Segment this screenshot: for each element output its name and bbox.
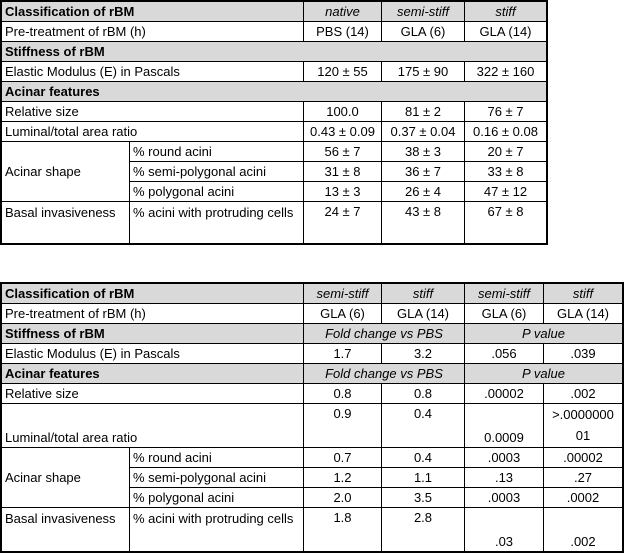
pretreatment-row (2, 22, 547, 42)
cell: GLA (14) (544, 304, 623, 324)
row-label: % polygonal acini (130, 488, 304, 508)
section-title: Stiffness of rBM (2, 324, 304, 344)
group-label: Basal invasiveness (2, 202, 130, 244)
cell: 1.7 (304, 344, 382, 364)
section-row (2, 82, 547, 102)
cell: 1.1 (382, 468, 465, 488)
cell: .0002 (544, 488, 623, 508)
cell: GLA (6) (304, 304, 382, 324)
row-label: % polygonal acini (130, 182, 304, 202)
relsize-row (2, 102, 547, 122)
cell: 67 ± 8 (465, 202, 547, 244)
row-label: Luminal/total area ratio (2, 122, 304, 142)
cell: 175 ± 90 (382, 62, 465, 82)
cell: .0003 (465, 488, 544, 508)
col-stiff: stiff (382, 284, 465, 304)
cell: 76 ± 7 (465, 102, 547, 122)
row-label: Luminal/total area ratio (2, 404, 304, 448)
p-value-header: P value (465, 364, 623, 384)
col-semi-stiff: semi-stiff (304, 284, 382, 304)
cell: GLA (6) (382, 22, 465, 42)
section-title: Acinar features (2, 82, 547, 102)
row-label: % acini with protruding cells (130, 202, 304, 244)
cell: .002 (544, 384, 623, 404)
cell: GLA (14) (465, 22, 547, 42)
cell: 26 ± 4 (382, 182, 465, 202)
col-stiff: stiff (544, 284, 623, 304)
row-label: % semi-polygonal acini (130, 162, 304, 182)
cell: >.0000000 01 (544, 404, 623, 448)
col-semi-stiff: semi-stiff (465, 284, 544, 304)
header-label: Classification of rBM (2, 2, 304, 22)
fold-change-header: Fold change vs PBS (304, 324, 465, 344)
cell: 100.0 (304, 102, 382, 122)
basal-row (2, 508, 623, 552)
row-label: % acini with protruding cells (130, 508, 304, 552)
row-label: Relative size (2, 384, 304, 404)
cell: 31 ± 8 (304, 162, 382, 182)
pretreatment-row (2, 304, 623, 324)
group-label: Acinar shape (2, 142, 130, 202)
cell: 36 ± 7 (382, 162, 465, 182)
cell: .0003 (465, 448, 544, 468)
cell: 43 ± 8 (382, 202, 465, 244)
header-row (2, 284, 623, 304)
stiffness-table (1, 1, 547, 244)
col-native: native (304, 2, 382, 22)
cell: 3.5 (382, 488, 465, 508)
row-label: Relative size (2, 102, 304, 122)
cell: 322 ± 160 (465, 62, 547, 82)
row-label: % round acini (130, 448, 304, 468)
row-label: Pre-treatment of rBM (h) (2, 22, 304, 42)
p-value-header: P value (465, 324, 623, 344)
group-label: Basal invasiveness (2, 508, 130, 552)
cell: 81 ± 2 (382, 102, 465, 122)
elastic-row (2, 344, 623, 364)
cell: 0.4 (382, 404, 465, 448)
cell: 33 ± 8 (465, 162, 547, 182)
col-semi-stiff: semi-stiff (382, 2, 465, 22)
header-label: Classification of rBM (2, 284, 304, 304)
cell: 120 ± 55 (304, 62, 382, 82)
header-row (2, 2, 547, 22)
cell: 0.8 (382, 384, 465, 404)
row-label: Elastic Modulus (E) in Pascals (2, 344, 304, 364)
cell: 0.8 (304, 384, 382, 404)
group-label: Acinar shape (2, 448, 130, 508)
section-title: Stiffness of rBM (2, 42, 547, 62)
cell: 0.9 (304, 404, 382, 448)
row-label: Elastic Modulus (E) in Pascals (2, 62, 304, 82)
cell: 38 ± 3 (382, 142, 465, 162)
cell: 20 ± 7 (465, 142, 547, 162)
cell: 56 ± 7 (304, 142, 382, 162)
cell: 0.16 ± 0.08 (465, 122, 547, 142)
cell: .03 (465, 508, 544, 552)
cell: 13 ± 3 (304, 182, 382, 202)
cell: 0.43 ± 0.09 (304, 122, 382, 142)
cell: 24 ± 7 (304, 202, 382, 244)
section-row (2, 324, 623, 344)
relsize-row (2, 384, 623, 404)
shape-row (2, 448, 623, 468)
cell: GLA (14) (382, 304, 465, 324)
luminal-row (2, 404, 623, 448)
cell: .13 (465, 468, 544, 488)
cell: .039 (544, 344, 623, 364)
cell: 0.7 (304, 448, 382, 468)
section-title: Acinar features (2, 364, 304, 384)
cell: .00002 (465, 384, 544, 404)
cell: 0.37 ± 0.04 (382, 122, 465, 142)
row-label: % round acini (130, 142, 304, 162)
cell: .056 (465, 344, 544, 364)
cell: .002 (544, 508, 623, 552)
cell: 1.8 (304, 508, 382, 552)
cell: 0.4 (382, 448, 465, 468)
row-label: % semi-polygonal acini (130, 468, 304, 488)
cell: 3.2 (382, 344, 465, 364)
basal-row (2, 202, 547, 244)
section-row (2, 42, 547, 62)
col-stiff: stiff (465, 2, 547, 22)
shape-row (2, 142, 547, 162)
row-label: Pre-treatment of rBM (h) (2, 304, 304, 324)
cell: 2.8 (382, 508, 465, 552)
luminal-row (2, 122, 547, 142)
fold-change-header: Fold change vs PBS (304, 364, 465, 384)
cell: 0.0009 (465, 404, 544, 448)
elastic-row (2, 62, 547, 82)
cell: .27 (544, 468, 623, 488)
cell: GLA (6) (465, 304, 544, 324)
cell: 47 ± 12 (465, 182, 547, 202)
cell: .00002 (544, 448, 623, 468)
section-row (2, 364, 623, 384)
pvalue-table (1, 283, 623, 552)
cell: PBS (14) (304, 22, 382, 42)
cell: 2.0 (304, 488, 382, 508)
cell: 1.2 (304, 468, 382, 488)
